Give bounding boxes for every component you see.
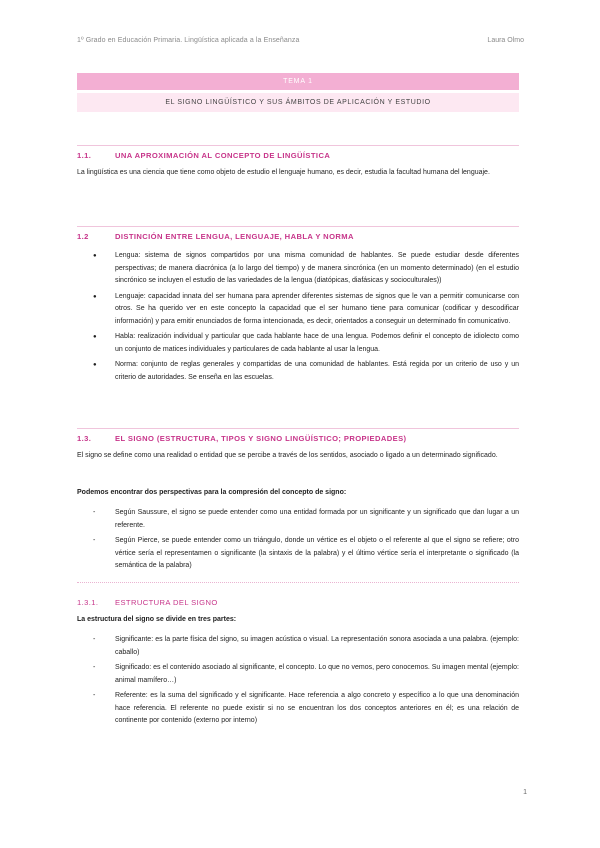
running-header-author: Laura Olmo bbox=[487, 37, 524, 44]
section-number: 1.1. bbox=[77, 151, 92, 160]
running-header-course: 1º Grado en Educación Primaria. Lingüística aplicada a la Enseñanza bbox=[77, 37, 300, 44]
section-heading-1-1 bbox=[77, 151, 330, 160]
list-item: - Según Saussure, el signo se puede entender como una entidad formada por un significante y un significado que dan lugar a un referente. bbox=[93, 509, 519, 529]
page-number: 1 bbox=[523, 789, 527, 796]
list-item: - Referente: es la suma del significado y el significante. Hace referencia a algo concreto y específico a lo que una denominación hace referencia. El referente no puede existir si no se encuentran los dos conceptos anteriores en él; es una relación de continente por contenido (externo por interno) bbox=[93, 692, 519, 724]
perspective-list bbox=[77, 507, 519, 576]
dash-marker: - bbox=[93, 692, 96, 699]
section-heading-1-3 bbox=[77, 434, 406, 443]
section-divider bbox=[77, 145, 519, 146]
list-item: ● Norma: conjunto de reglas generales y compartidas de una comunidad de hablantes. Está regida por un criterio de uso y un criterio de autoridades. Se enseña en las escuelas. bbox=[93, 361, 519, 381]
list-item: ● Lengua: sistema de signos compartidos por una misma comunidad de hablantes. Se puede estudiar desde diferentes perspectivas; de manera diacrónica (a lo largo del tiempo) y de manera sincrónica (en un momento determinado) (en el estudio sincrónico se incluyen el estudio de las variedades de la lengua (diatópicas, diafásicas y socioculturales)) bbox=[93, 252, 519, 284]
section-title: UNA APROXIMACIÓN AL CONCEPTO DE LINGÜÍSTICA bbox=[115, 151, 331, 160]
topic-subtitle-bar: EL SIGNO LINGÜÍSTICO Y SUS ÁMBITOS DE APLICACIÓN Y ESTUDIO bbox=[77, 93, 519, 112]
section-title: DISTINCIÓN ENTRE LENGUA, LENGUAJE, HABLA Y NORMA bbox=[115, 232, 354, 241]
list-item: ● Habla: realización individual y particular que cada hablante hace de una lengua. Podemos definir el concepto de idiolecto como un conjunto de matices individuales y particulares de cada hablante al usar la lengua. bbox=[93, 333, 519, 353]
dash-marker: - bbox=[93, 537, 96, 544]
paragraph-intro: La estructura del signo se divide en tres partes: bbox=[77, 616, 237, 623]
paragraph-intro: Podemos encontrar dos perspectivas para la compresión del concepto de signo: bbox=[77, 489, 347, 496]
list-item: - Según Pierce, se puede entender como un triángulo, donde un vértice es el objeto o el referente al que el signo se refiere; otro vértice sería el representamen o significante (la sintaxis de la palabra) y el último vértice sería el interpretante o significado (la semántica de la palabra) bbox=[93, 537, 519, 569]
bullet-icon: ● bbox=[93, 253, 97, 259]
section-number: 1.3.1. bbox=[77, 598, 99, 607]
list-item: - Significante: es la parte física del signo, su imagen acústica o visual. La representación sonora asociada a una palabra. (ejemplo: caballo) bbox=[93, 636, 519, 656]
section-title: EL SIGNO (ESTRUCTURA, TIPOS Y SIGNO LINGÜÍSTICO; PROPIEDADES) bbox=[115, 434, 407, 443]
list-item: ● Lenguaje: capacidad innata del ser humana para aprender diferentes sistemas de signos que le van a permitir comunicarse con otros. Se ha querido ver en este concepto la capacidad que el ser humano tiene para comunicar (codificar y descodificar información) y para emitir enunciados de forma intencionada, es decir, orientados a conseguir un determinado fin comunicativo. bbox=[93, 292, 519, 325]
bullet-icon: ● bbox=[93, 334, 97, 340]
topic-title-bar: TEMA 1 bbox=[77, 73, 519, 90]
section-title: ESTRUCTURA DEL SIGNO bbox=[115, 598, 218, 607]
section-number: 1.3. bbox=[77, 434, 92, 443]
section-divider bbox=[77, 226, 519, 227]
definition-list bbox=[77, 250, 519, 387]
section-divider bbox=[77, 428, 519, 429]
bullet-icon: ● bbox=[93, 293, 97, 300]
dash-marker: - bbox=[93, 509, 96, 516]
dash-marker: - bbox=[93, 636, 96, 643]
section-divider bbox=[77, 582, 519, 583]
bullet-icon: ● bbox=[93, 362, 97, 368]
paragraph: La lingüística es una ciencia que tiene como objeto de estudio el lenguaje humano, es decir, estudia la facultad humana del lenguaje. bbox=[77, 169, 490, 176]
section-number: 1.2 bbox=[77, 232, 89, 241]
section-heading-1-3-1 bbox=[77, 598, 218, 607]
paragraph: El signo se define como una realidad o entidad que se percibe a través de los sentidos, asociado o ligado a un determinado significado. bbox=[77, 452, 498, 459]
section-heading-1-2 bbox=[77, 232, 354, 241]
list-item: - Significado: es el contenido asociado al significante, el concepto. Lo que no vemos, pero conocemos. Su imagen mental (ejemplo: animal mamífero…) bbox=[93, 664, 519, 684]
structure-list bbox=[77, 634, 519, 731]
dash-marker: - bbox=[93, 664, 96, 671]
